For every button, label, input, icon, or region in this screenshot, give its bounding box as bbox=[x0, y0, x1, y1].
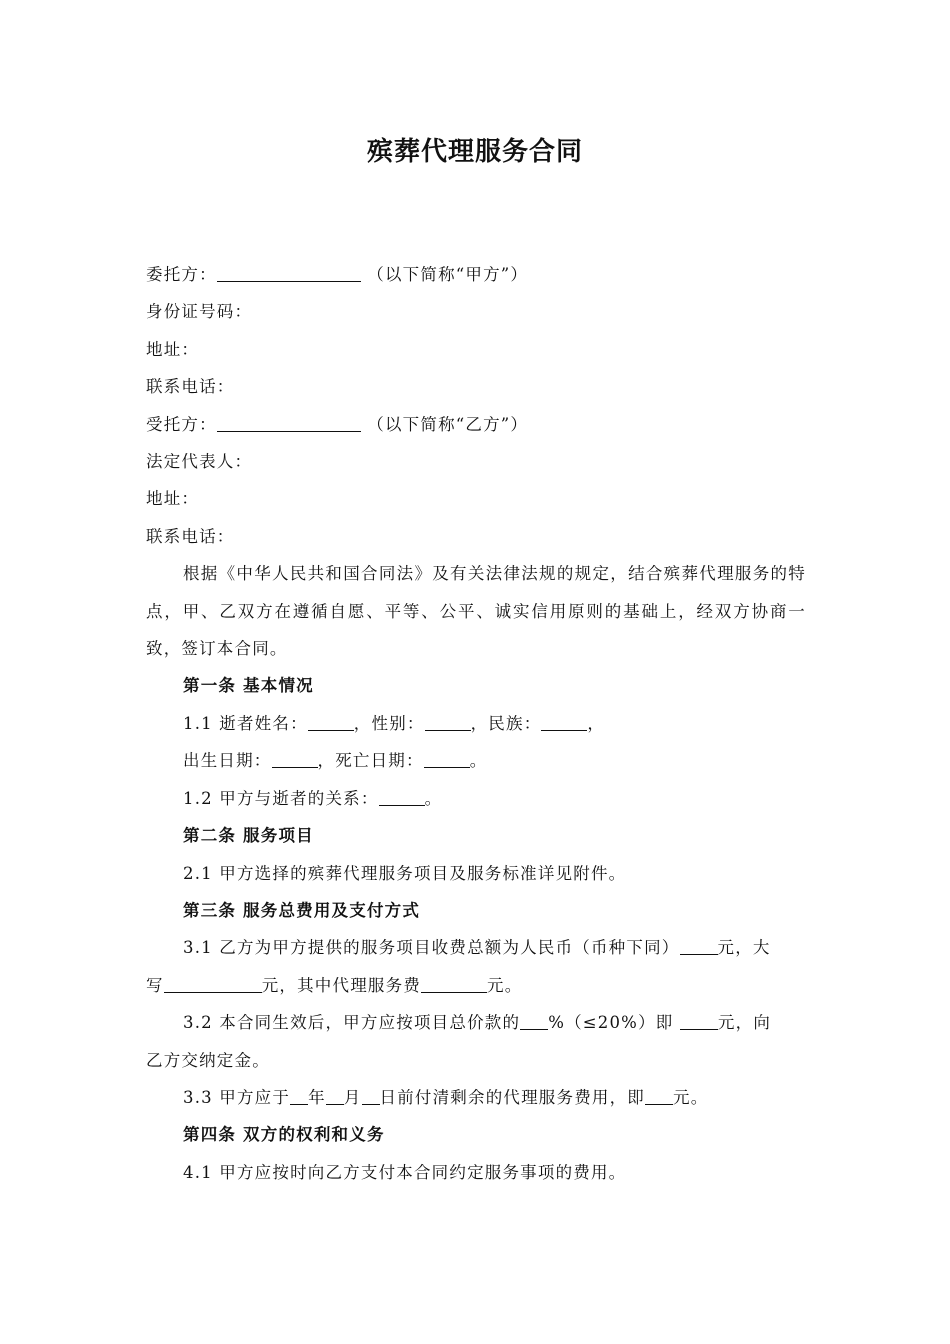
service-fee-blank bbox=[421, 975, 487, 993]
party-a-name-blank bbox=[217, 265, 361, 283]
clause-1-1-gender-label: ，性别： bbox=[353, 713, 425, 733]
clause-3-1-unit: 元，大 bbox=[717, 938, 771, 958]
relationship-blank bbox=[379, 788, 425, 806]
party-b-alias: （以下简称“乙方”） bbox=[367, 414, 529, 434]
party-a-label: 委托方： bbox=[146, 265, 217, 284]
party-a-phone-line: 联系电话： bbox=[146, 377, 235, 397]
deposit-percent-blank bbox=[520, 1013, 548, 1031]
party-a-id-line: 身份证号码： bbox=[146, 302, 253, 322]
clause-1-1-comma: ， bbox=[587, 713, 606, 733]
clause-3-1-line-2 bbox=[146, 967, 806, 1004]
clause-1-1-period: 。 bbox=[469, 751, 488, 771]
clause-3-1-end: 元。 bbox=[487, 975, 523, 995]
clause-1-1-line-2 bbox=[146, 742, 806, 779]
clause-1-1-birth-label: 出生日期： bbox=[183, 751, 272, 771]
deceased-gender-blank bbox=[425, 713, 471, 731]
clause-1-1-death-label: ，死亡日期： bbox=[317, 751, 424, 771]
party-b-address-line: 地址： bbox=[146, 489, 200, 509]
party-b-rep-line: 法定代表人： bbox=[146, 452, 253, 472]
clause-1-1-ethnicity-label: ，民族： bbox=[470, 713, 542, 733]
birth-date-blank bbox=[272, 751, 318, 769]
pay-day-blank bbox=[362, 1087, 380, 1105]
clause-3-2-line-1 bbox=[146, 1004, 806, 1041]
clause-1-1-line-1 bbox=[146, 705, 806, 742]
party-b-name-blank bbox=[217, 414, 361, 432]
clause-1-2-period: 。 bbox=[424, 788, 443, 808]
deceased-ethnicity-blank bbox=[541, 713, 587, 731]
article-1-heading: 第一条 基本情况 bbox=[183, 676, 314, 696]
article-4-heading: 第四条 双方的权利和义务 bbox=[183, 1125, 385, 1145]
article-2-heading: 第二条 服务项目 bbox=[183, 826, 314, 846]
party-b-line bbox=[146, 406, 806, 443]
clause-3-2-unit: 元，向 bbox=[717, 1013, 772, 1033]
clause-4-1: 4.1 甲方应按时向乙方支付本合同约定服务事项的费用。 bbox=[183, 1162, 627, 1182]
document-body bbox=[146, 256, 806, 1191]
total-amount-words-blank bbox=[164, 975, 262, 993]
clause-3-3 bbox=[146, 1079, 806, 1116]
clause-1-2 bbox=[146, 780, 806, 817]
pay-year-blank bbox=[290, 1087, 308, 1105]
clause-3-3-text: 3.3 甲方应于 bbox=[183, 1087, 291, 1107]
clause-3-2-limit: %（≤20%）即 bbox=[548, 1013, 680, 1033]
clause-3-3-end: 元。 bbox=[673, 1087, 709, 1107]
deposit-amount-blank bbox=[680, 1013, 718, 1031]
clause-3-3-year: 年 bbox=[308, 1087, 326, 1107]
clause-3-1-service-fee-label: 元，其中代理服务费 bbox=[261, 975, 422, 995]
party-a-line bbox=[146, 256, 806, 293]
clause-3-1-capital-label: 写 bbox=[146, 975, 164, 995]
party-b-label: 受托方： bbox=[146, 414, 217, 434]
clause-3-2-text: 3.2 本合同生效后，甲方应按项目总价款的 bbox=[183, 1013, 521, 1033]
clause-3-1-text: 3.1 乙方为甲方提供的服务项目收费总额为人民币（币种下同） bbox=[183, 938, 680, 958]
clause-2-1: 2.1 甲方选择的殡葬代理服务项目及服务标准详见附件。 bbox=[183, 863, 627, 883]
clause-3-2-line-2: 乙方交纳定金。 bbox=[146, 1050, 270, 1070]
death-date-blank bbox=[424, 751, 470, 769]
article-3-heading: 第三条 服务总费用及支付方式 bbox=[183, 900, 421, 920]
clause-3-3-month: 月 bbox=[343, 1087, 362, 1107]
clause-1-2-label: 1.2 甲方与逝者的关系： bbox=[183, 788, 379, 808]
remaining-amount-blank bbox=[645, 1087, 673, 1105]
clause-3-3-remaining: 日前付清剩余的代理服务费用，即 bbox=[379, 1087, 645, 1107]
preamble-paragraph: 根据《中华人民共和国合同法》及有关法律法规的规定，结合殡葬代理服务的特点，甲、乙双方在遵循自愿、平等、公平、诚实信用原则的基础上，经双方协商一致，签订本合同。 bbox=[146, 564, 806, 659]
total-amount-blank bbox=[680, 938, 718, 956]
party-a-address-line: 地址： bbox=[146, 339, 200, 359]
pay-month-blank bbox=[326, 1087, 344, 1105]
deceased-name-blank bbox=[308, 713, 354, 731]
party-b-phone-line: 联系电话： bbox=[146, 526, 235, 546]
document-title: 殡葬代理服务合同 bbox=[366, 137, 583, 167]
clause-3-1-line-1 bbox=[146, 929, 806, 966]
clause-1-1-name-label: 1.1 逝者姓名： bbox=[183, 713, 308, 733]
party-a-alias: （以下简称“甲方”） bbox=[367, 265, 529, 284]
